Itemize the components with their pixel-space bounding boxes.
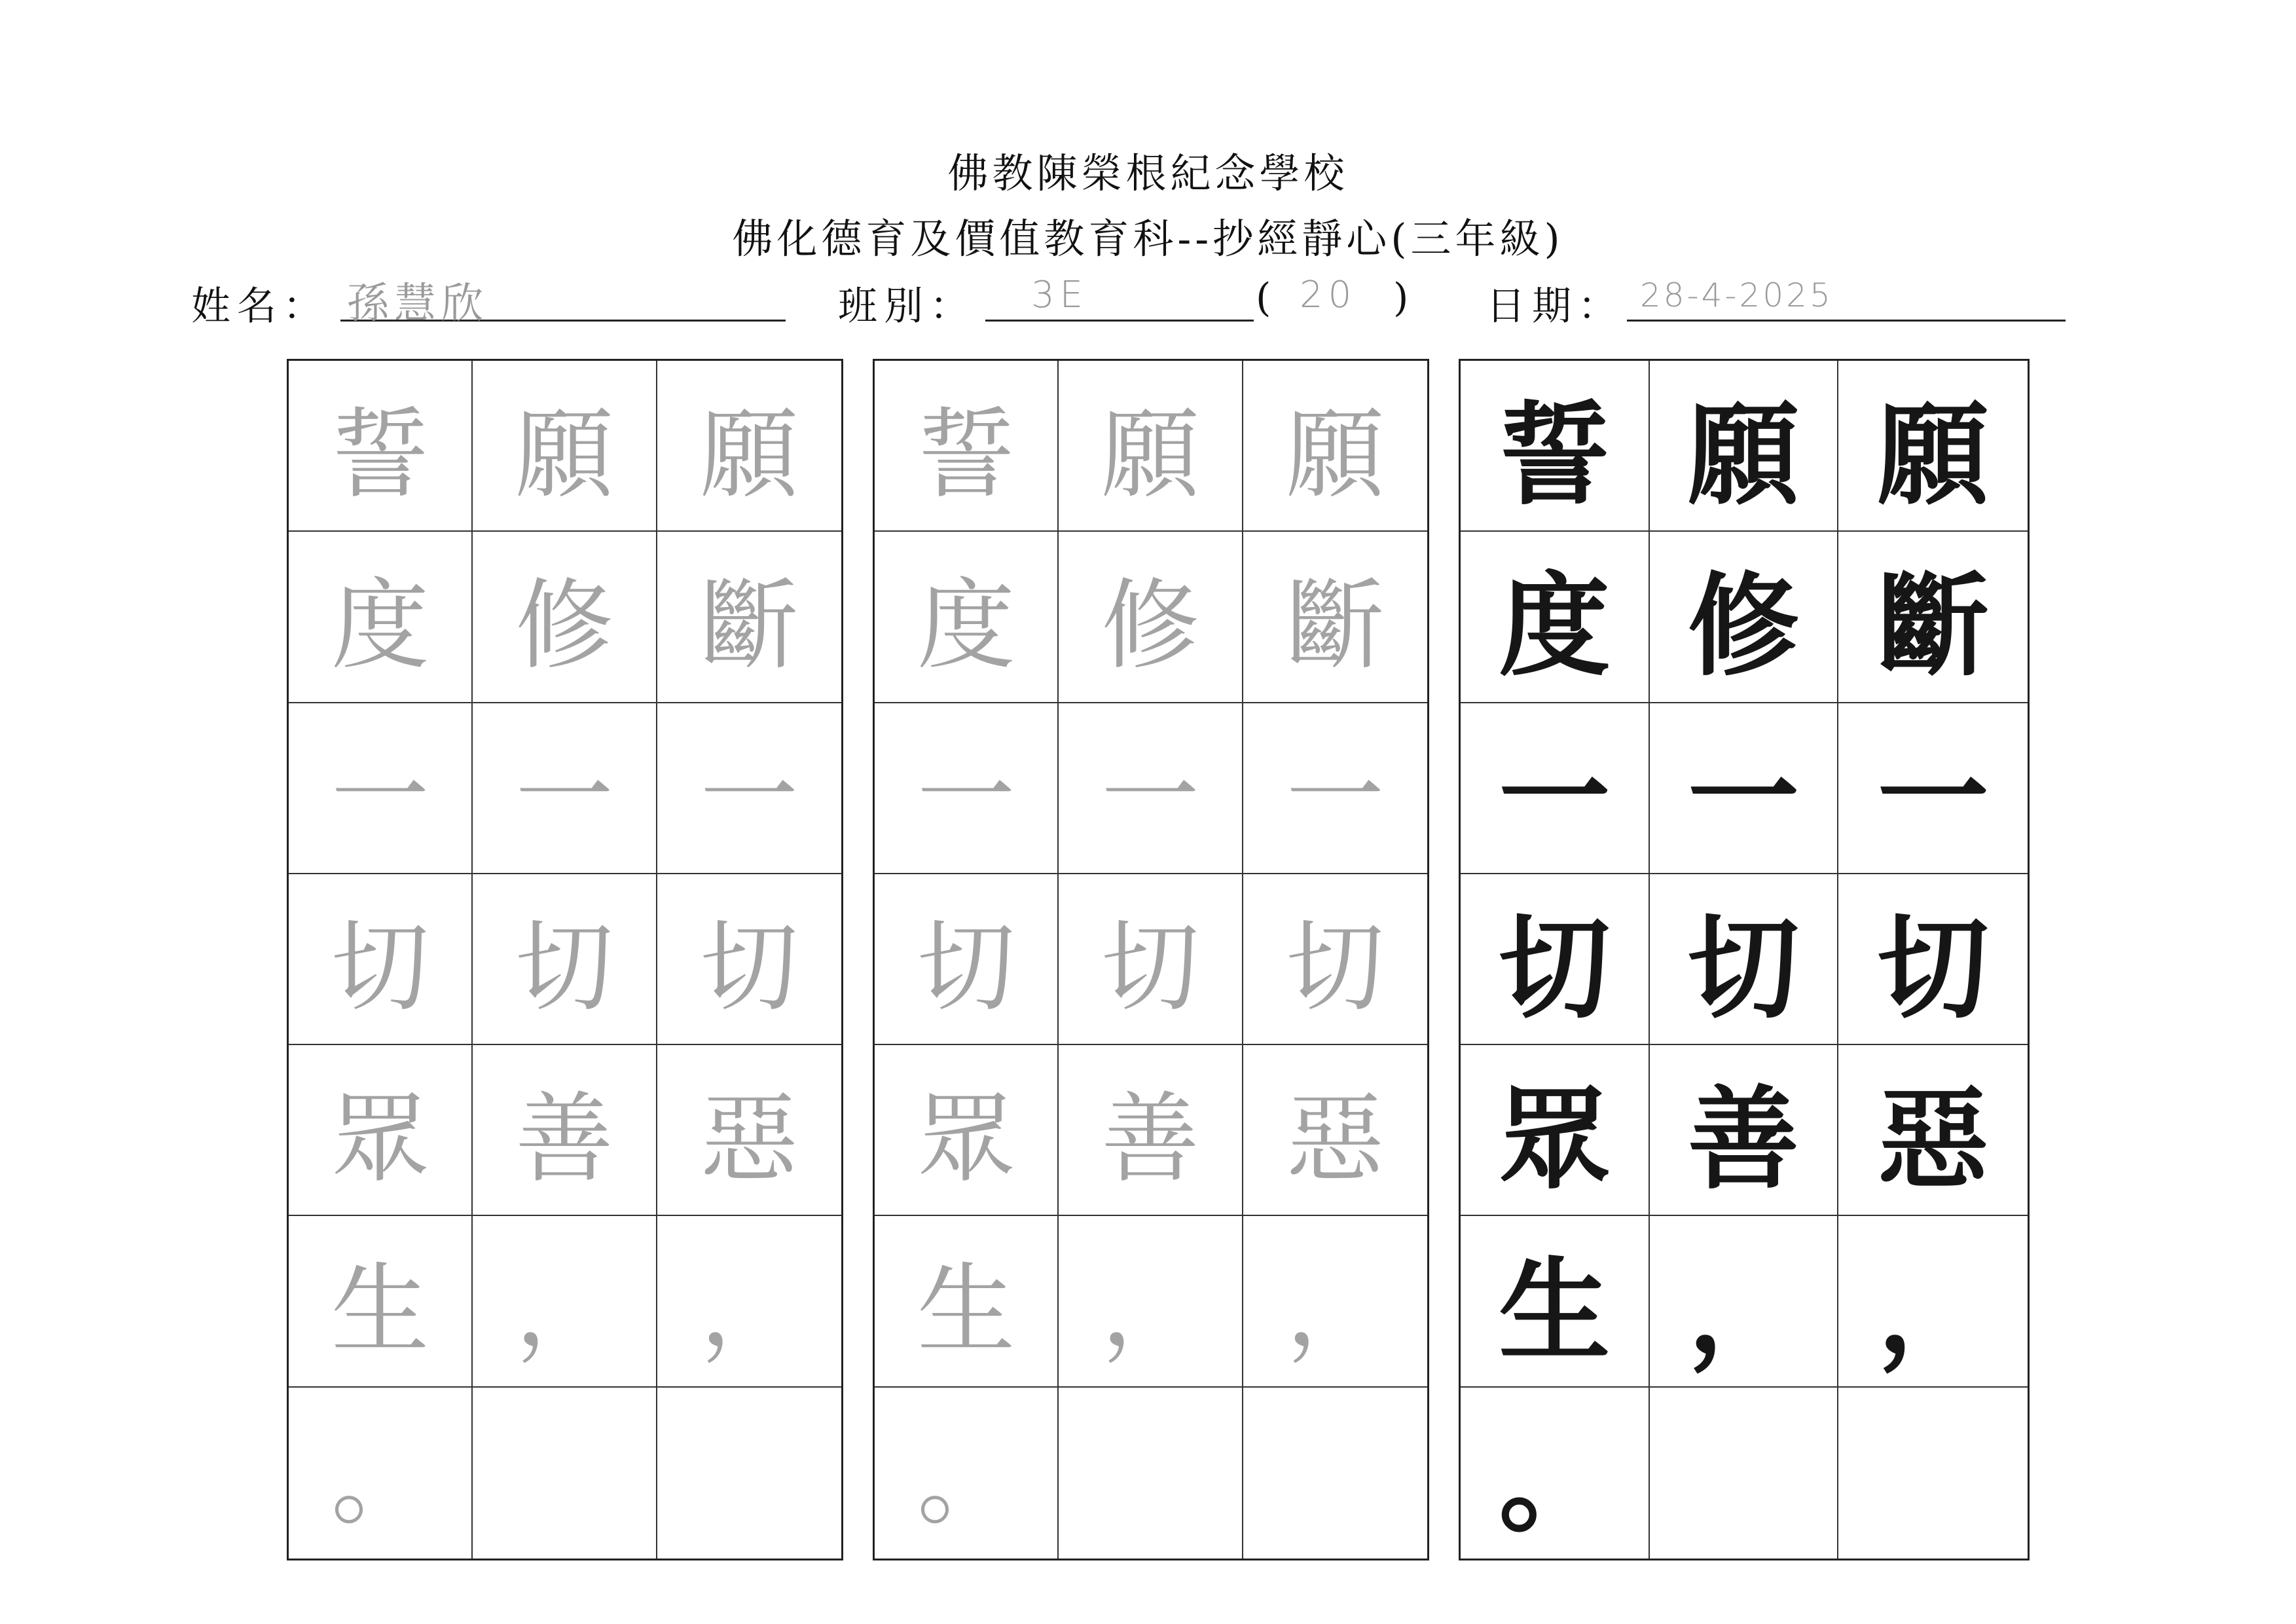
grid-cell[interactable]: 一 (289, 703, 473, 874)
model-cell: 切 (1838, 874, 2028, 1045)
model-text-grid (1459, 359, 2030, 1560)
grid-cell[interactable]: 切 (657, 874, 841, 1045)
number-close-paren: ) (1393, 275, 1415, 321)
grid-cell[interactable]: ， (1243, 1216, 1427, 1387)
grid-cell[interactable]: 。 (875, 1388, 1059, 1559)
model-cell (1838, 1388, 2028, 1559)
model-cell: 生 (1461, 1216, 1650, 1387)
grid-cell[interactable] (1059, 1388, 1243, 1559)
grid-cell[interactable] (473, 1388, 657, 1559)
model-cell: ， (1838, 1216, 2028, 1387)
date-line (1627, 320, 2066, 322)
grid-cell[interactable]: 善 (1059, 1045, 1243, 1216)
model-cell: 度 (1461, 532, 1650, 703)
number-open-paren: ( (1256, 275, 1278, 321)
grid-cell[interactable]: 善 (473, 1045, 657, 1216)
grid-cell[interactable]: 。 (289, 1388, 473, 1559)
grid-cell[interactable]: 誓 (875, 361, 1059, 532)
name-label: 姓名： (191, 284, 329, 329)
model-cell: ， (1650, 1216, 1839, 1387)
model-cell: 切 (1461, 874, 1650, 1045)
model-cell: 切 (1650, 874, 1839, 1045)
grid-cell[interactable]: 度 (875, 532, 1059, 703)
school-name: 佛教陳榮根紀念學校 (947, 149, 1349, 197)
grid-cell[interactable]: ， (473, 1216, 657, 1387)
copy-grid-second (873, 359, 1429, 1560)
model-cell: 願 (1650, 361, 1839, 532)
grid-cell[interactable] (657, 1388, 841, 1559)
grid-cell[interactable]: ， (1059, 1216, 1243, 1387)
grid-cell[interactable]: 願 (1059, 361, 1243, 532)
grid-cell[interactable]: 斷 (657, 532, 841, 703)
class-line (985, 320, 1254, 322)
grid-cell[interactable]: 斷 (1243, 532, 1427, 703)
grid-cell[interactable]: 一 (657, 703, 841, 874)
class-number-value[interactable]: 20 (1300, 274, 1357, 316)
grid-cell[interactable]: 修 (473, 532, 657, 703)
worksheet-subject-title: 佛化德育及價值教育科--抄經靜心(三年級) (732, 215, 1564, 263)
model-cell: 修 (1650, 532, 1839, 703)
grid-cell[interactable]: 一 (1243, 703, 1427, 874)
model-cell: 斷 (1838, 532, 2028, 703)
model-cell: 善 (1650, 1045, 1839, 1216)
model-cell: 一 (1838, 703, 2028, 874)
grid-cell[interactable]: 度 (289, 532, 473, 703)
model-cell: 願 (1838, 361, 2028, 532)
model-cell: 。 (1461, 1388, 1650, 1559)
model-cell: 眾 (1461, 1045, 1650, 1216)
model-cell: 一 (1650, 703, 1839, 874)
grid-cell[interactable]: 切 (289, 874, 473, 1045)
date-value[interactable]: 28-4-2025 (1640, 276, 1833, 314)
grid-cell[interactable]: 眾 (875, 1045, 1059, 1216)
grid-cell[interactable]: 惡 (1243, 1045, 1427, 1216)
model-cell: 惡 (1838, 1045, 2028, 1216)
model-cell: 誓 (1461, 361, 1650, 532)
grid-cell[interactable]: 生 (875, 1216, 1059, 1387)
grid-cell[interactable]: 一 (1059, 703, 1243, 874)
grid-cell[interactable]: ， (657, 1216, 841, 1387)
grid-cell[interactable]: 願 (473, 361, 657, 532)
grid-cell[interactable]: 願 (657, 361, 841, 532)
grid-cell[interactable] (1243, 1388, 1427, 1559)
grid-cell[interactable]: 願 (1243, 361, 1427, 532)
grid-cell[interactable]: 生 (289, 1216, 473, 1387)
class-value[interactable]: 3E (1031, 274, 1089, 316)
grid-cell[interactable]: 一 (875, 703, 1059, 874)
date-label: 日期： (1486, 284, 1624, 329)
grid-cell[interactable]: 一 (473, 703, 657, 874)
name-value[interactable]: 孫慧欣 (347, 280, 488, 328)
model-cell: 一 (1461, 703, 1650, 874)
grid-cell[interactable]: 切 (1243, 874, 1427, 1045)
grid-cell[interactable]: 切 (473, 874, 657, 1045)
grid-cell[interactable]: 切 (875, 874, 1059, 1045)
class-label: 班別： (838, 284, 975, 329)
grid-cell[interactable]: 眾 (289, 1045, 473, 1216)
grid-cell[interactable]: 誓 (289, 361, 473, 532)
grid-cell[interactable]: 修 (1059, 532, 1243, 703)
grid-cell[interactable]: 惡 (657, 1045, 841, 1216)
model-cell (1650, 1388, 1839, 1559)
copy-grid-first (287, 359, 843, 1560)
grid-cell[interactable]: 切 (1059, 874, 1243, 1045)
